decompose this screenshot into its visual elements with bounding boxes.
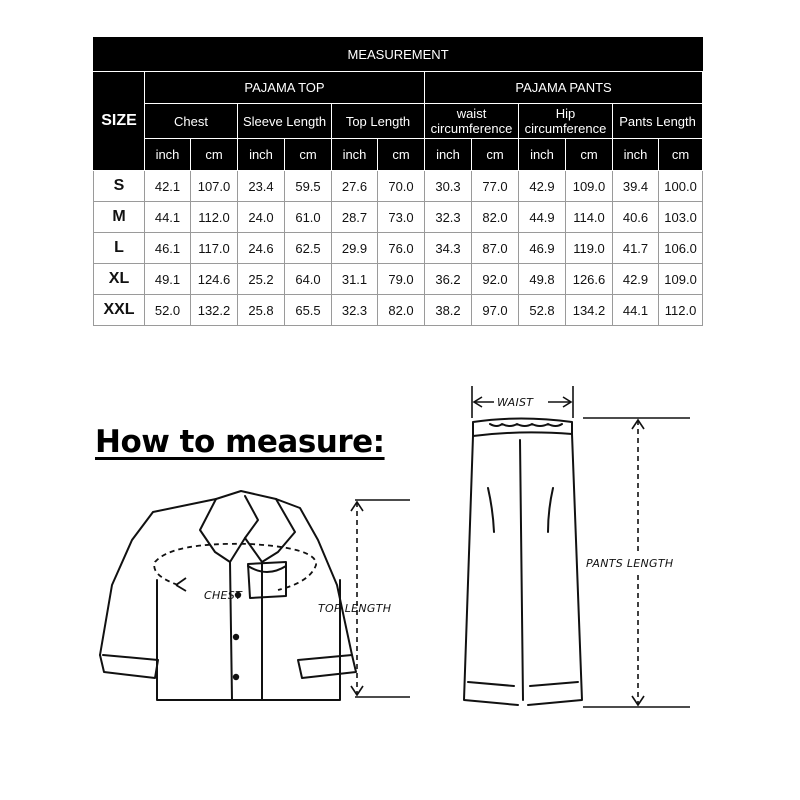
- table-cell: 82.0: [472, 202, 519, 233]
- table-cell: 64.0: [285, 264, 332, 295]
- table-cell: 107.0: [191, 171, 238, 202]
- table-cell: 106.0: [659, 233, 703, 264]
- table-cell: 82.0: [378, 295, 425, 326]
- table-cell: 92.0: [472, 264, 519, 295]
- table-cell: 39.4: [613, 171, 659, 202]
- table-cell: 124.6: [191, 264, 238, 295]
- pants-length-label: PANTS LENGTH: [586, 557, 674, 570]
- table-cell: 62.5: [285, 233, 332, 264]
- table-cell: 134.2: [566, 295, 613, 326]
- table-cell: 73.0: [378, 202, 425, 233]
- table-cell: 40.6: [613, 202, 659, 233]
- table-cell: 38.2: [425, 295, 472, 326]
- size-label-cell: L: [94, 233, 145, 264]
- table-cell: 59.5: [285, 171, 332, 202]
- unit-header-cm: cm: [472, 139, 519, 171]
- table-cell: 44.9: [519, 202, 566, 233]
- measure-header-top-length: Top Length: [332, 104, 425, 139]
- size-label-cell: S: [94, 171, 145, 202]
- table-cell: 97.0: [472, 295, 519, 326]
- size-column-header: SIZE: [94, 72, 145, 171]
- table-cell: 42.9: [613, 264, 659, 295]
- table-cell: 23.4: [238, 171, 285, 202]
- table-cell: 112.0: [659, 295, 703, 326]
- table-cell: 28.7: [332, 202, 378, 233]
- measure-header-sleeve-length: Sleeve Length: [238, 104, 332, 139]
- unit-header-cm: cm: [285, 139, 332, 171]
- table-cell: 42.1: [145, 171, 191, 202]
- measure-header-waist: waist circumference: [425, 104, 519, 139]
- table-cell: 42.9: [519, 171, 566, 202]
- table-cell: 49.8: [519, 264, 566, 295]
- unit-header-inch: inch: [332, 139, 378, 171]
- table-cell: 49.1: [145, 264, 191, 295]
- table-cell: 32.3: [332, 295, 378, 326]
- table-cell: 79.0: [378, 264, 425, 295]
- table-cell: 112.0: [191, 202, 238, 233]
- table-cell: 29.9: [332, 233, 378, 264]
- table-cell: 109.0: [659, 264, 703, 295]
- unit-header-inch: inch: [613, 139, 659, 171]
- table-cell: 114.0: [566, 202, 613, 233]
- shirt-button: [233, 634, 239, 640]
- chest-measure-ellipse: [154, 544, 316, 591]
- measure-header-chest: Chest: [145, 104, 238, 139]
- table-cell: 27.6: [332, 171, 378, 202]
- measure-header-pants-length: Pants Length: [613, 104, 703, 139]
- table-cell: 117.0: [191, 233, 238, 264]
- table-cell: 34.3: [425, 233, 472, 264]
- how-to-measure-title: How to measure:: [95, 424, 385, 460]
- table-cell: 76.0: [378, 233, 425, 264]
- table-cell: 30.3: [425, 171, 472, 202]
- size-label-cell: XL: [94, 264, 145, 295]
- table-cell: 52.8: [519, 295, 566, 326]
- unit-header-inch: inch: [238, 139, 285, 171]
- table-cell: 32.3: [425, 202, 472, 233]
- unit-header-inch: inch: [425, 139, 472, 171]
- measure-header-hip: Hip circumference: [519, 104, 613, 139]
- unit-header-inch: inch: [519, 139, 566, 171]
- group-header-pajama-pants: PAJAMA PANTS: [425, 72, 703, 104]
- table-cell: 44.1: [145, 202, 191, 233]
- table-cell: 126.6: [566, 264, 613, 295]
- table-cell: 77.0: [472, 171, 519, 202]
- table-cell: 103.0: [659, 202, 703, 233]
- table-cell: 44.1: [613, 295, 659, 326]
- top-length-indicator: [351, 500, 410, 697]
- table-cell: 24.6: [238, 233, 285, 264]
- table-cell: 46.1: [145, 233, 191, 264]
- unit-header-cm: cm: [659, 139, 703, 171]
- top-length-label: TOP LENGTH: [318, 602, 392, 615]
- table-title: MEASUREMENT: [94, 38, 703, 72]
- table-cell: 119.0: [566, 233, 613, 264]
- table-cell: 36.2: [425, 264, 472, 295]
- table-cell: 52.0: [145, 295, 191, 326]
- table-cell: 61.0: [285, 202, 332, 233]
- unit-header-cm: cm: [191, 139, 238, 171]
- table-cell: 31.1: [332, 264, 378, 295]
- shirt-button: [233, 674, 239, 680]
- table-cell: 87.0: [472, 233, 519, 264]
- table-cell: 109.0: [566, 171, 613, 202]
- table-cell: 46.9: [519, 233, 566, 264]
- shirt-buttons: [233, 592, 241, 680]
- table-cell: 25.2: [238, 264, 285, 295]
- waist-label: WAIST: [497, 396, 534, 409]
- table-cell: 41.7: [613, 233, 659, 264]
- unit-header-cm: cm: [378, 139, 425, 171]
- group-header-pajama-top: PAJAMA TOP: [145, 72, 425, 104]
- table-cell: 70.0: [378, 171, 425, 202]
- table-cell: 100.0: [659, 171, 703, 202]
- unit-header-cm: cm: [566, 139, 613, 171]
- table-cell: 24.0: [238, 202, 285, 233]
- table-cell: 25.8: [238, 295, 285, 326]
- chest-label: CHEST: [204, 589, 243, 602]
- table-cell: 65.5: [285, 295, 332, 326]
- table-cell: 132.2: [191, 295, 238, 326]
- unit-header-inch: inch: [145, 139, 191, 171]
- size-label-cell: XXL: [94, 295, 145, 326]
- pajama-pants-illustration: [464, 419, 582, 706]
- size-label-cell: M: [94, 202, 145, 233]
